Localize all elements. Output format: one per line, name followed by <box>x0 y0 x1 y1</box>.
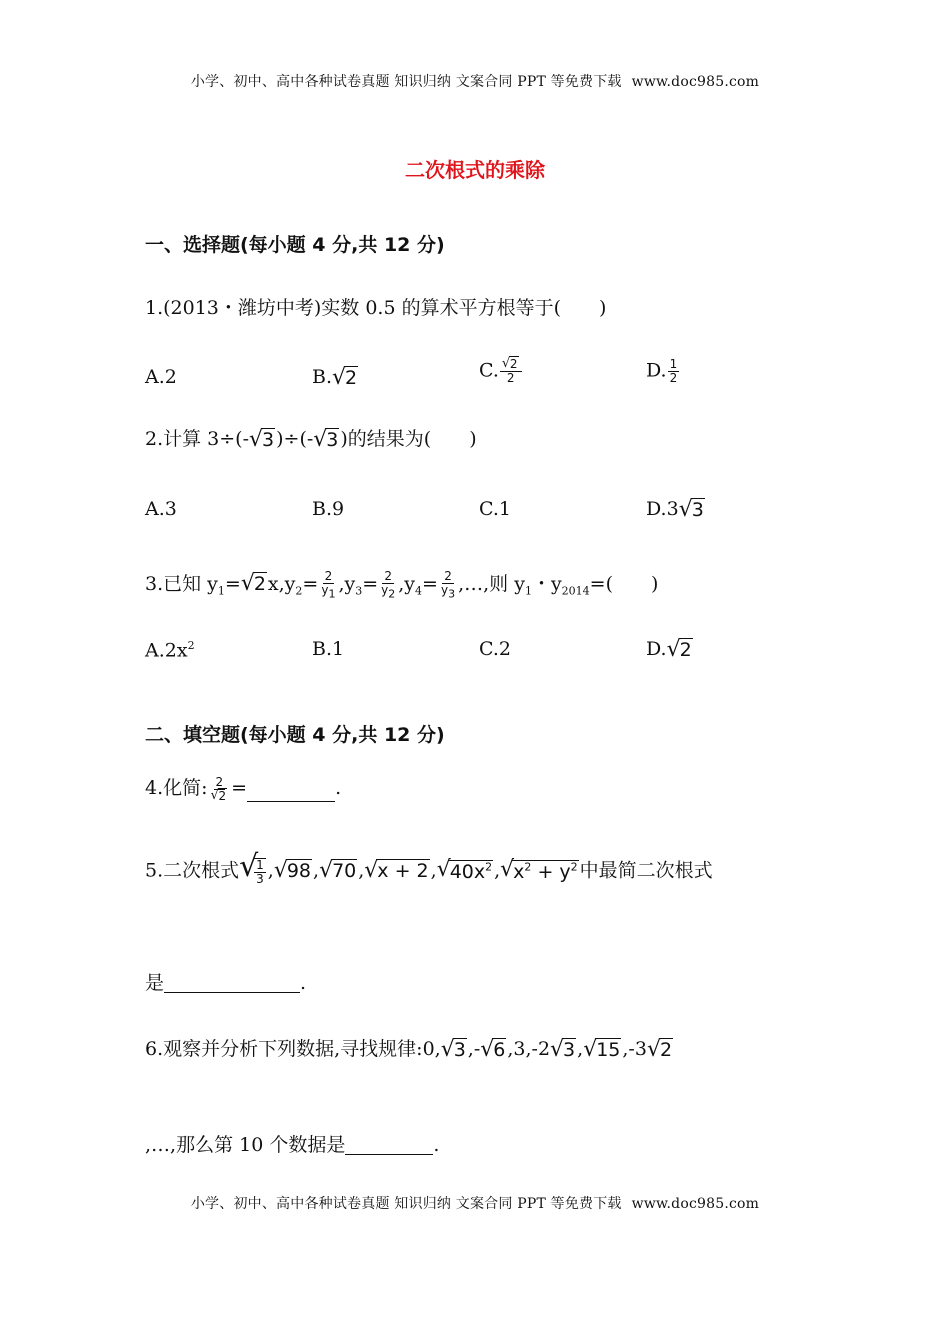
q1-option-a: A.2 <box>145 366 177 388</box>
q4-answer-blank[interactable] <box>247 783 335 802</box>
footer-banner <box>0 1193 950 1213</box>
q2-option-c: C.1 <box>479 498 511 520</box>
q2-option-a: A.3 <box>145 498 177 520</box>
q1-option-b: B. √ 2 <box>312 364 358 390</box>
question-5-line2: 是 . <box>145 972 307 994</box>
q6-answer-blank[interactable] <box>345 1136 433 1155</box>
q2-option-b: B.9 <box>312 498 345 520</box>
question-5: 5.二次根式 √ $\frac{1}{3}$ , √ 98 , √ 70 , √ x + 2 , √ $40x^2$ , √ $x^2 + y^2$ 中最简二次根式 <box>145 849 713 886</box>
question-3: 3.已知 $y_1=$ √ 2 $x,y_2=$ $\frac{2}{y_1}$ $,y_3=$ $\frac{2}{y_2}$ $,y_4=$ $\frac{2}{y_3}$ ,…,则 $y_1$・$y_{2014}=$( ) <box>145 569 659 600</box>
question-6-line2: ,…,那么第 10 个数据是 . <box>145 1134 440 1156</box>
q2-option-d: D.3 √ 3 <box>646 496 704 522</box>
q3-option-c: C.2 <box>479 638 511 660</box>
q1-option-d: D. $\frac{1}{2}$ <box>646 357 678 385</box>
page-title: 二次根式的乘除 <box>405 158 545 182</box>
header-banner <box>0 71 950 91</box>
question-1: 1.(2013・潍坊中考)实数 0.5 的算术平方根等于( ) <box>145 297 607 319</box>
question-4: 4.化简: 2 √ 2 = . <box>145 775 342 803</box>
question-2: 2.计算 3÷(- √ 3 )÷(- √ 3 )的结果为( ) <box>145 426 477 452</box>
section-fill-in: 二、填空题(每小题 4 分,共 12 分) <box>145 724 445 746</box>
q1-option-c: C. √ 2 2 <box>479 358 523 384</box>
header-text: 小学、初中、高中各种试卷真题 知识归纳 文案合同 PPT 等免费下载 <box>190 74 622 90</box>
section-multiple-choice: 一、选择题(每小题 4 分,共 12 分) <box>145 234 445 256</box>
footer-text: 小学、初中、高中各种试卷真题 知识归纳 文案合同 PPT 等免费下载 <box>190 1196 622 1212</box>
q3-option-b: B.1 <box>312 638 345 660</box>
q3-option-d: D. √ 2 <box>646 636 692 662</box>
header-url[interactable]: www.doc985.com <box>631 74 760 90</box>
q3-option-a: $A.2x^2$ <box>145 639 195 662</box>
q5-answer-blank[interactable] <box>164 974 300 993</box>
footer-url[interactable]: www.doc985.com <box>631 1196 760 1212</box>
question-6: 6.观察并分析下列数据,寻找规律:0, √ 3 ,- √ 6 ,3,-2 √ 3 , √ 15 ,-3 √ 2 <box>145 1036 673 1062</box>
